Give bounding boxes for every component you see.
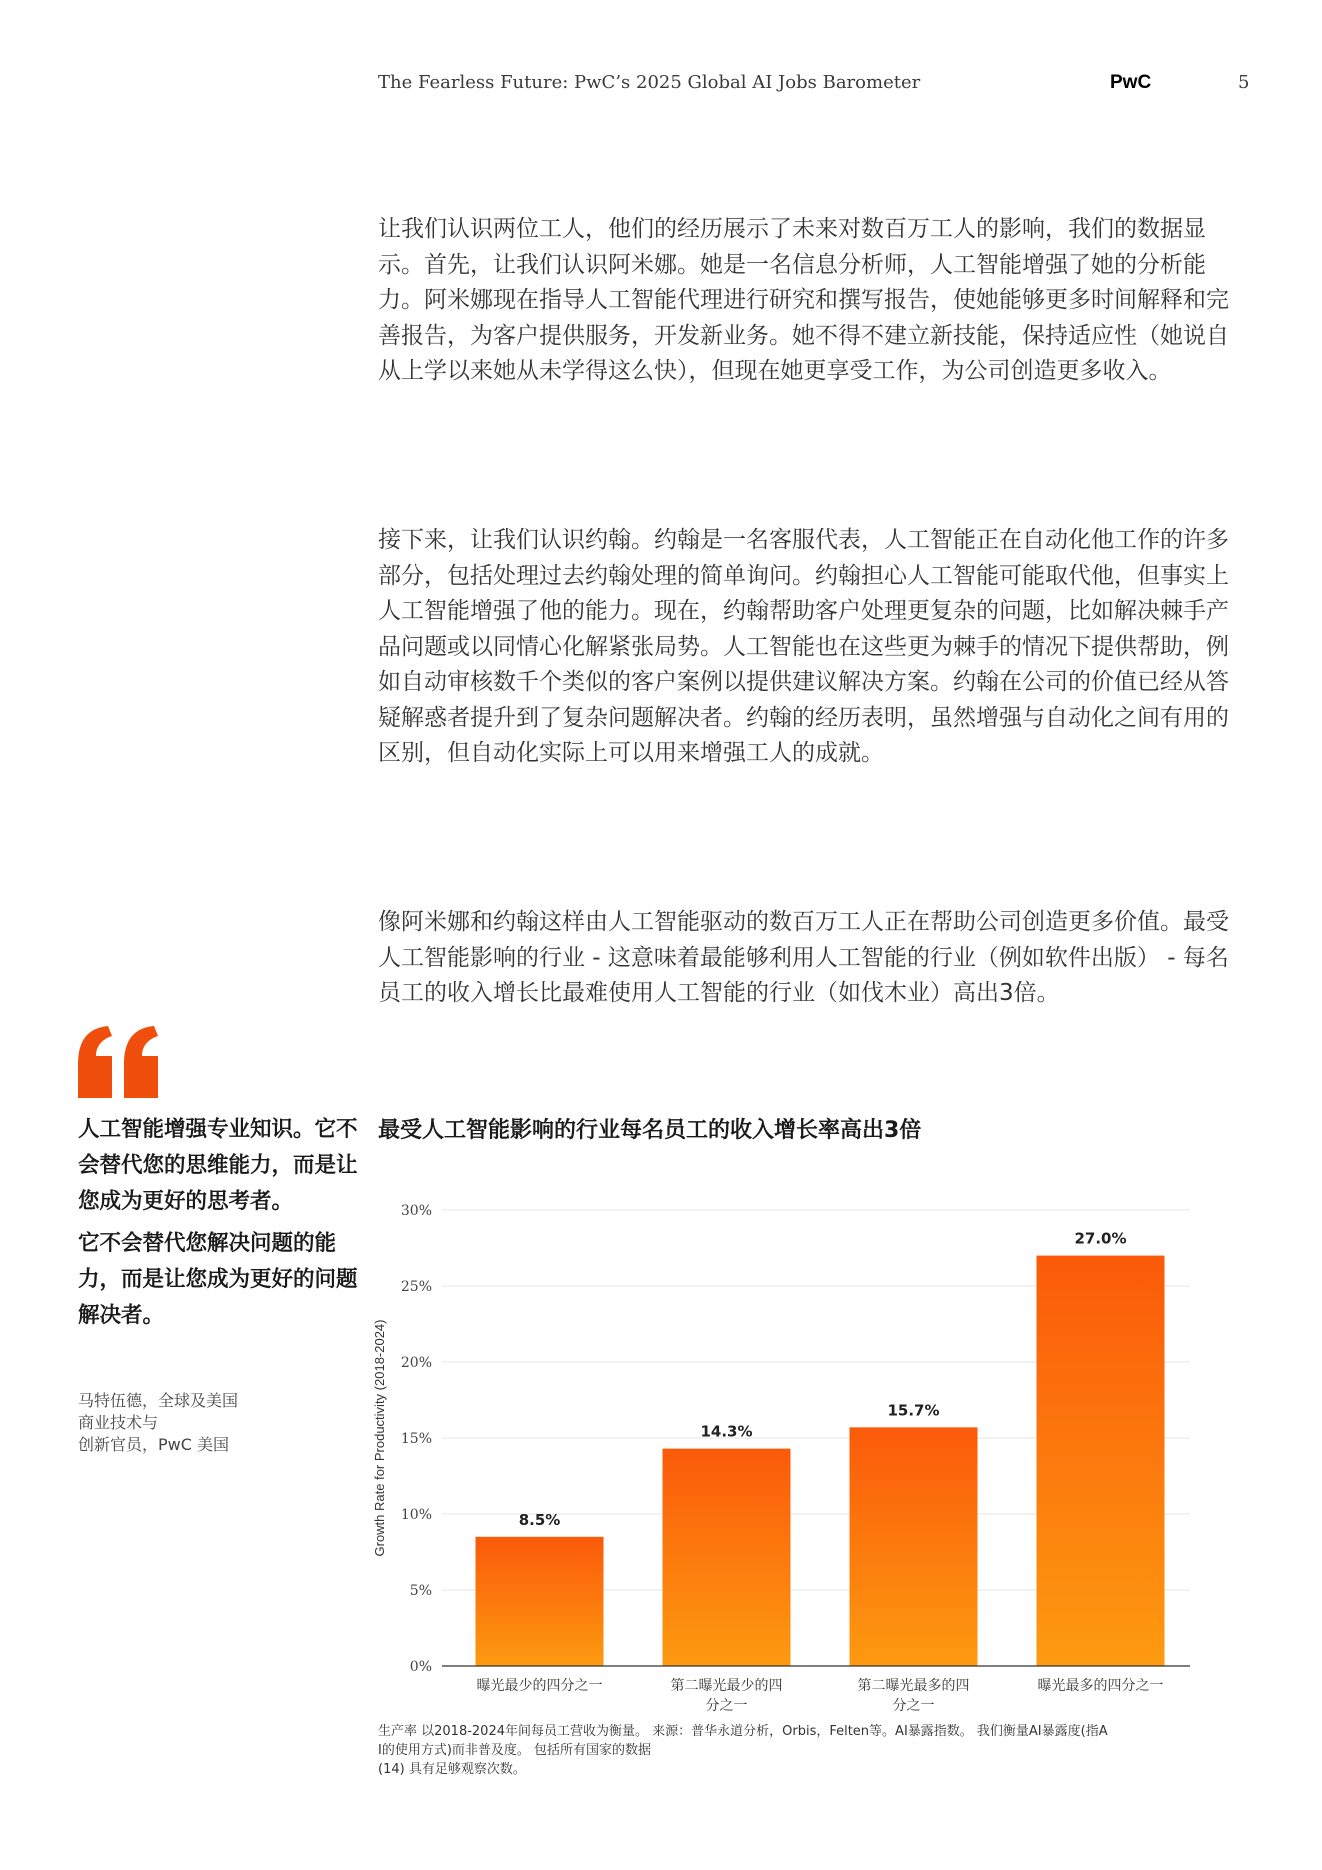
bar [476,1537,604,1666]
page-header [378,72,1258,102]
x-tick-label: 曝光最少的四分之一 [476,1678,603,1694]
x-tick-label: 第二曝光最少的四 [670,1678,783,1694]
bar [663,1449,791,1666]
footnote-line: 生产率 以2018-2024年间每员工营收为衡量。 来源：普华永道分析，Orbis，Felten等。AI暴露指数。 我们衡量AI暴露度(指A [378,1724,1108,1739]
body-paragraph-john: 接下来，让我们认识约翰。约翰是一名客服代表，人工智能正在自动化他工作的许多部分，包括处理过去约翰处理的简单询问。约翰担心人工智能可能取代他，但事实上人工智能增强了他的能力。现在，约翰帮助客户处理更复杂的问题，比如解决棘手产品问题或以同情心化解紧张局势。人工智能也在这些更为棘手的情况下提供帮助，例如自动审核数千个类似的客户案例以提供建议解决方案。约翰在公司的价值已经从答疑解惑者提升到了复杂问题解决者。约翰的经历表明，虽然增强与自动化之间有用的区别，但自动化实际上可以用来增强工人的成就。 [378,527,1229,766]
data-label: 27.0% [1074,1229,1127,1248]
attribution-line: 马特伍德，全球及美国 [78,1391,239,1410]
y-tick-label: 5% [409,1583,432,1599]
bar [1037,1256,1165,1666]
attribution-line: 商业技术与 [78,1413,159,1432]
bar [850,1427,978,1666]
y-tick-label: 25% [400,1279,432,1295]
attribution-line: 创新官员，PwC 美国 [78,1435,229,1454]
quote-attribution [78,1390,308,1456]
x-tick-label: 第二曝光最多的四 [857,1678,970,1694]
footnote-line: I的使用方式)而非普及度。 包括所有国家的数据 [378,1743,652,1758]
y-tick-label: 10% [400,1507,432,1523]
document-title: The Fearless Future: PwC’s 2025 Global AI Jobs Barometer [378,72,921,93]
y-tick-label: 0% [409,1659,432,1675]
body-paragraph-amina: 让我们认识两位工人，他们的经历展示了未来对数百万工人的影响，我们的数据显示。首先，让我们认识阿米娜。她是一名信息分析师，人工智能增强了她的分析能力。阿米娜现在指导人工智能代理进行研究和撰写报告，使她能够更多时间解释和完善报告，为客户提供服务，开发新业务。她不得不建立新技能，保持适应性（她说自从上学以来她从未学得这么快），但现在她更享受工作，为公司创造更多收入。 [378,216,1229,384]
y-tick-label: 30% [400,1203,432,1219]
pwc-logo: PwC [1110,72,1152,93]
y-tick-label: 15% [400,1431,432,1447]
x-tick-label: 曝光最多的四分之一 [1037,1678,1164,1694]
data-label: 14.3% [700,1422,753,1441]
y-tick-label: 20% [400,1355,432,1371]
body-paragraph-value: 像阿米娜和约翰这样由人工智能驱动的数百万工人正在帮助公司创造更多价值。最受人工智能影响的行业 - 这意味着最能够利用人工智能的行业（例如软件出版） - 每名员工的收入增长比最难使用人工智能的行业（如伐木业）高出3倍。 [378,909,1229,1006]
pull-quote [78,1112,363,1334]
chart-footnote [378,1722,1178,1779]
y-axis-label: Growth Rate for Productivity (2018-2024) [372,1319,387,1557]
pull-quote-part-1: 人工智能增强专业知识。它不会替代您的思维能力，而是让您成为更好的思考者。 [78,1117,358,1214]
page-number: 5 [1238,72,1250,93]
data-label: 15.7% [887,1401,940,1420]
data-label: 8.5% [518,1510,561,1529]
pull-quote-part-2: 它不会替代您解决问题的能力，而是让您成为更好的问题解决者。 [78,1231,358,1328]
x-tick-label: 分之一 [892,1698,935,1714]
productivity-bar-chart [370,1180,1200,1720]
footnote-line: (14) 具有足够观察次数。 [378,1762,526,1777]
chart-title: 最受人工智能影响的行业每名员工的收入增长率高出3倍 [378,1118,922,1143]
quote-mark-icon [78,1026,160,1098]
x-tick-label: 分之一 [705,1698,748,1714]
